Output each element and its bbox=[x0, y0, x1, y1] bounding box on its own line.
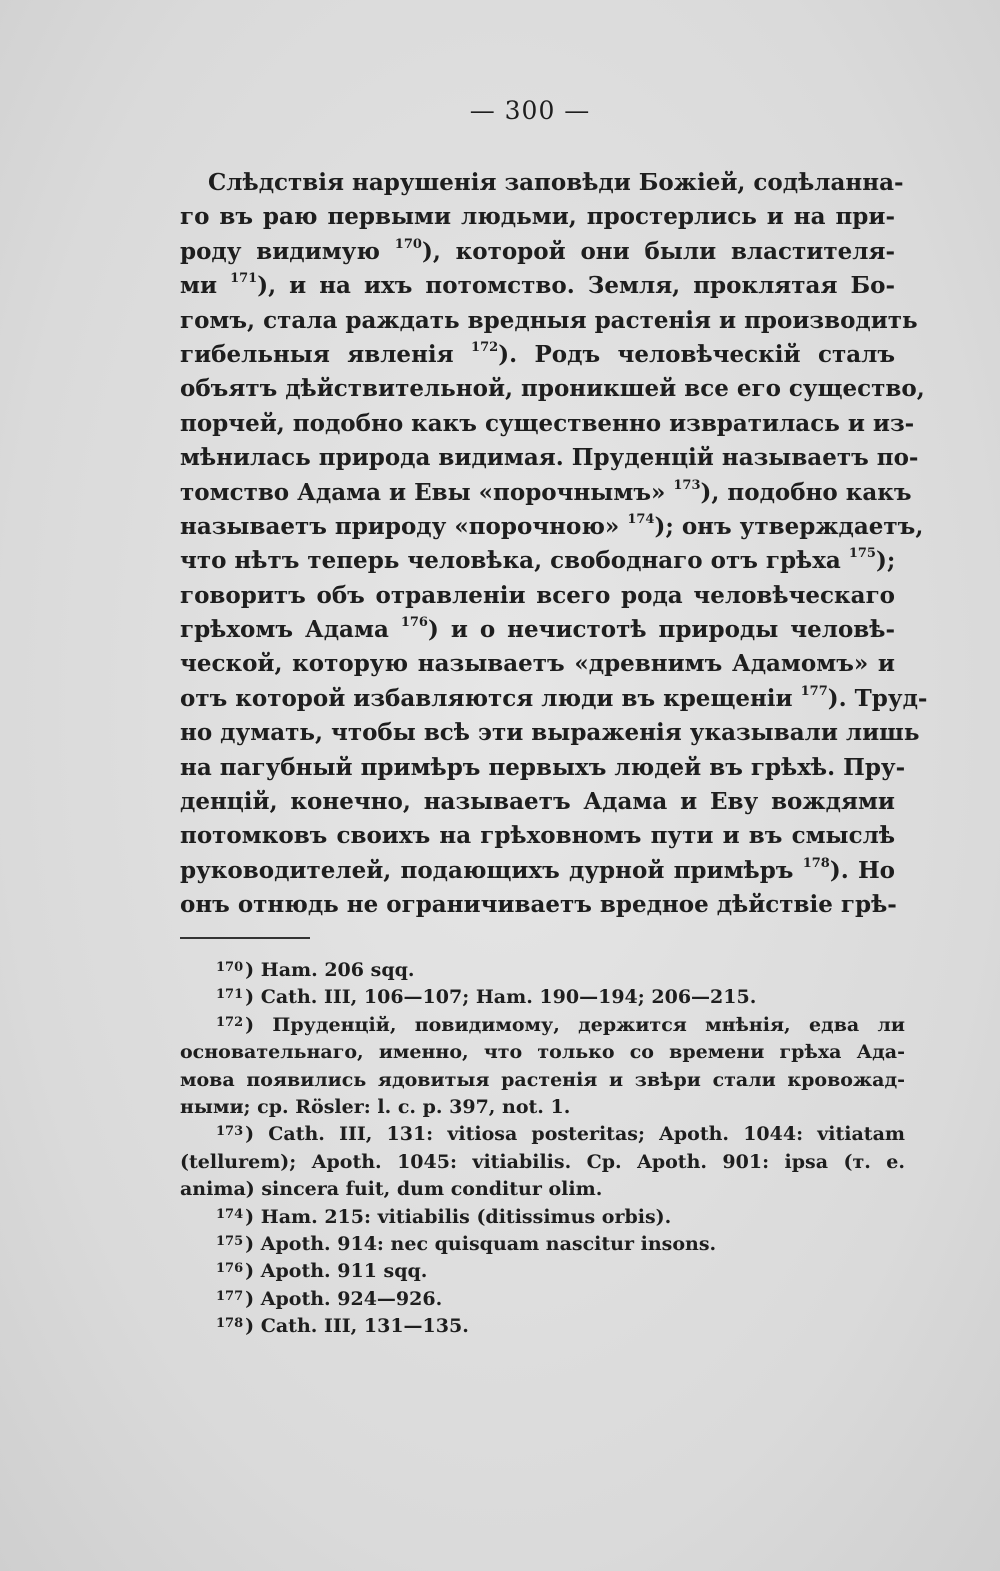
footnotes bbox=[180, 957, 905, 1340]
text-line: ми $^{171}$), и на ихъ потомство. Земля, проклятая Бо- bbox=[180, 271, 896, 300]
footnote-item: $^{178}$ ) Cath. III, 131—135. bbox=[216, 1315, 469, 1338]
footnote-divider bbox=[180, 937, 310, 939]
footnote-number: 177 bbox=[216, 1288, 244, 1304]
text-line: гибельныя явленія $^{172}$). Родъ человѣческій сталъ bbox=[180, 339, 895, 368]
text-line: порчей, подобно какъ существенно извратилась и из- bbox=[180, 409, 915, 437]
footnote-number: 173 bbox=[216, 1124, 244, 1140]
text-line: го въ раю первыми людьми, простерлись и на при- bbox=[180, 203, 895, 231]
footnote-number: 175 bbox=[216, 1233, 244, 1249]
footnote-continuation: ными; ср. Rösler: l. c. p. 397, not. 1. bbox=[180, 1095, 571, 1118]
footnote-item: $^{172}$ ) Пруденцій, повидимому, держится мнѣнія, едва ли bbox=[216, 1013, 905, 1036]
text-line: что нѣтъ теперь человѣка, свободнаго отъ грѣха $^{175}$); bbox=[180, 546, 896, 575]
text-line: грѣхомъ Адама $^{176}$) и о нечистотѣ природы человѣ- bbox=[180, 615, 895, 644]
footnote-item: $^{174}$ ) Ham. 215: vitiabilis (ditissimus orbis). bbox=[216, 1205, 672, 1228]
footnote-ref: 172 bbox=[471, 339, 499, 355]
footnote-item: $^{170}$ ) Ham. 206 sqq. bbox=[216, 959, 415, 981]
text-line: на пагубный примѣръ первыхъ людей въ грѣхѣ. Пру- bbox=[180, 753, 906, 781]
footnote-item: $^{176}$ ) Apoth. 911 sqq. bbox=[216, 1260, 428, 1283]
footnote-item: $^{173}$ ) Cath. III, 131: vitiosa posteritas; Apoth. 1044: vitiatam bbox=[216, 1123, 905, 1146]
text-line: говоритъ объ отравленіи всего рода человѣческаго bbox=[180, 581, 895, 609]
footnote-number: 176 bbox=[216, 1261, 244, 1277]
footnote-ref: 171 bbox=[230, 271, 258, 287]
text-line: Слѣдствія нарушенія заповѣди Божіей, содѣланна- bbox=[208, 169, 904, 196]
text-line: но думать, чтобы всѣ эти выраженія указывали лишь bbox=[180, 719, 920, 747]
text-line: называетъ природу «порочною» $^{174}$); онъ утверждаетъ, bbox=[180, 511, 924, 540]
text-line: роду видимую $^{170}$), которой они были властителя- bbox=[180, 236, 895, 265]
text-line: объятъ дѣйствительной, проникшей все его существо, bbox=[180, 375, 925, 403]
text-line: руководителей, подающихъ дурной примѣръ $^{178}$). Но bbox=[180, 855, 896, 884]
footnote-item: $^{177}$ ) Apoth. 924—926. bbox=[216, 1287, 443, 1310]
main-text bbox=[180, 166, 928, 923]
footnote-continuation: основательнаго, именно, что только со времени грѣха Ада- bbox=[180, 1041, 905, 1064]
text-line: онъ отнюдь не ограничиваетъ вредное дѣйствіе грѣ- bbox=[180, 891, 897, 919]
text-line: томство Адама и Евы «порочнымъ» $^{173}$), подобно какъ bbox=[180, 477, 912, 506]
footnote-item: $^{171}$ ) Cath. III, 106—107; Ham. 190—194; 206—215. bbox=[216, 986, 757, 1009]
footnote-ref: 177 bbox=[800, 683, 828, 699]
footnote-number: 170 bbox=[216, 960, 244, 975]
footnote-ref: 175 bbox=[848, 546, 876, 562]
footnote-continuation: anima) sincera fuit, dum conditur olim. bbox=[180, 1178, 603, 1201]
text-line: отъ которой избавляются люди въ крещеніи $^{177}$). Труд- bbox=[180, 683, 928, 712]
text-line: потомковъ своихъ на грѣховномъ пути и въ смыслѣ bbox=[180, 822, 895, 850]
footnote-number: 178 bbox=[216, 1316, 244, 1332]
text-line: денцій, конечно, называетъ Адама и Еву вождями bbox=[180, 788, 895, 816]
footnote-ref: 174 bbox=[627, 511, 655, 527]
text-line: гомъ, стала раждать вредныя растенія и производить bbox=[180, 306, 918, 334]
footnote-continuation: мова появились ядовитыя растенія и звѣри стали кровожад- bbox=[180, 1068, 905, 1091]
footnote-number: 174 bbox=[216, 1206, 244, 1222]
footnote-ref: 178 bbox=[802, 855, 830, 871]
footnote-number: 171 bbox=[216, 987, 244, 1003]
footnote-ref: 170 bbox=[394, 236, 422, 252]
text-line: мѣнилась природа видимая. Пруденцій называетъ по- bbox=[180, 444, 919, 472]
footnote-ref: 176 bbox=[400, 615, 428, 631]
footnote-number: 172 bbox=[216, 1014, 244, 1030]
text-line: ческой, которую называетъ «древнимъ Адамомъ» и bbox=[180, 650, 895, 678]
footnote-ref: 173 bbox=[673, 477, 701, 493]
footnote-continuation: (tellurem); Apoth. 1045: vitiabilis. Cp. Apoth. 901: ipsa (т. е. bbox=[180, 1150, 905, 1173]
page-number: — 300 — bbox=[469, 96, 591, 125]
footnote-item: $^{175}$ ) Apoth. 914: nec quisquam nascitur insons. bbox=[216, 1232, 717, 1255]
